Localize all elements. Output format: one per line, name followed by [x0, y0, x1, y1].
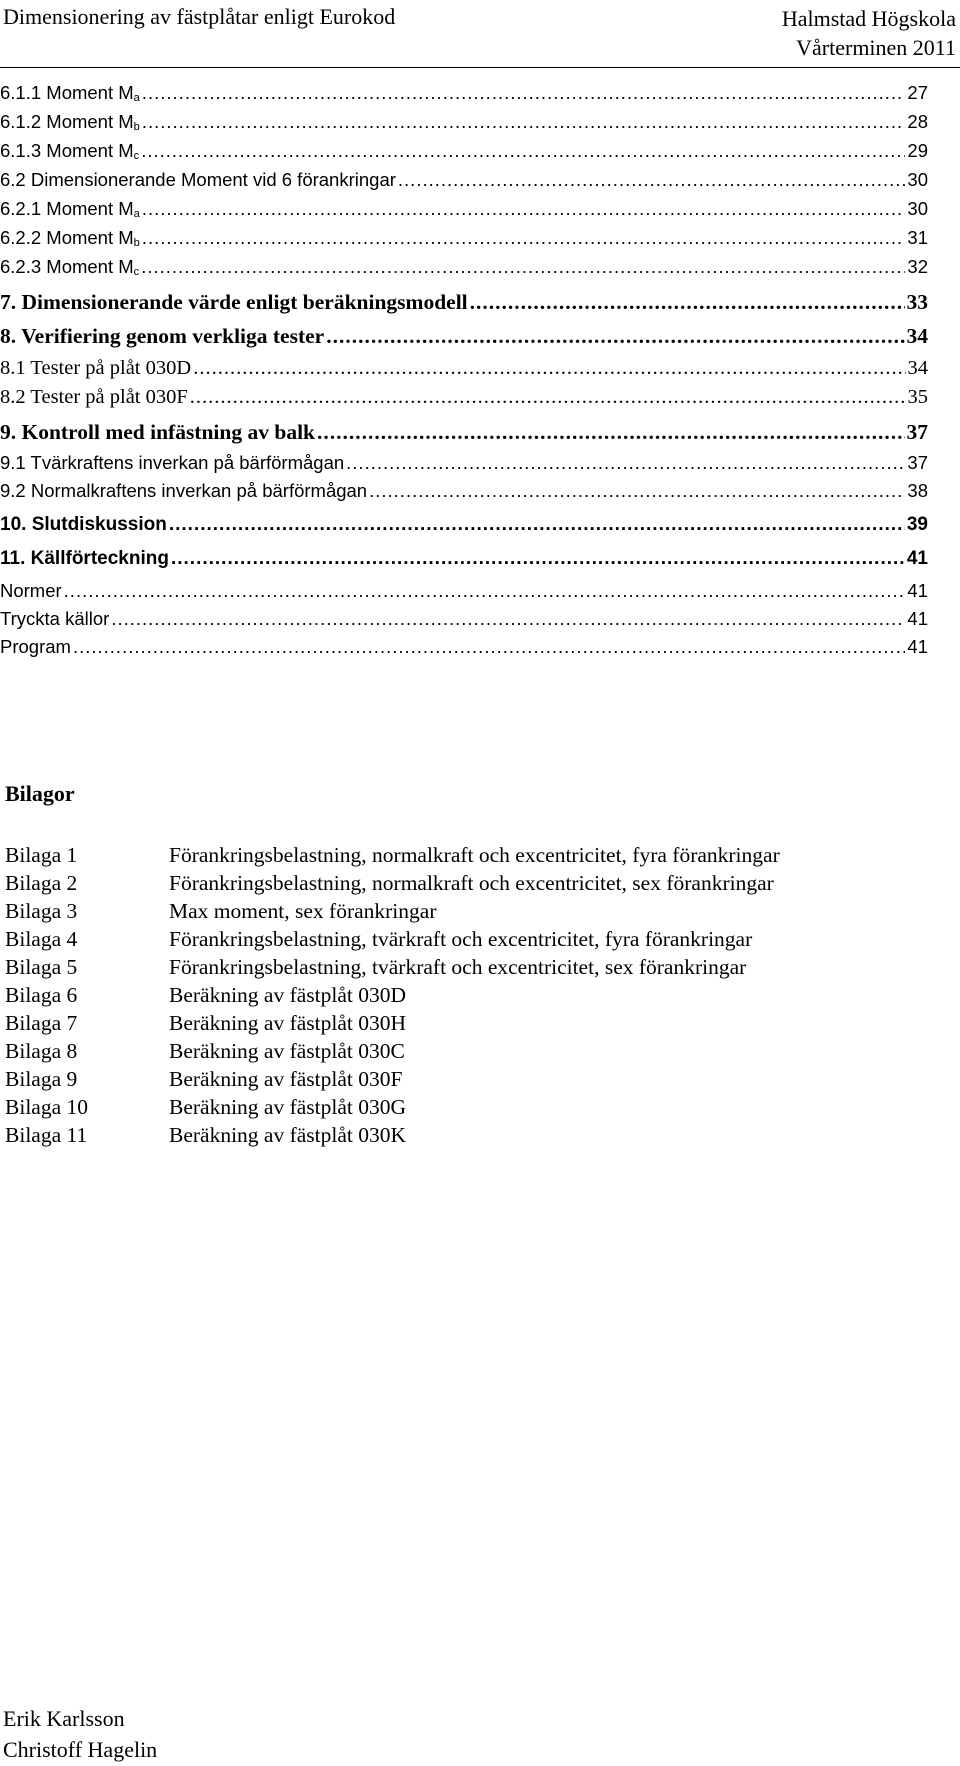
toc-entry-page: 34 [906, 324, 928, 348]
toc-entry-page: 33 [906, 290, 928, 314]
appendix-item-description: Förankringsbelastning, normalkraft och excentricitet, fyra förankringar [169, 843, 780, 867]
toc-dot-leader [111, 608, 905, 630]
toc-dot-leader [398, 169, 906, 191]
toc-entry[interactable] [0, 198, 928, 220]
appendix-item-description: Max moment, sex förankringar [169, 899, 437, 923]
toc-entry-page: 32 [907, 256, 928, 277]
footer-authors [3, 1703, 157, 1765]
toc-entry-label [0, 357, 191, 380]
toc-entry-label [0, 198, 140, 220]
toc-dot-leader [190, 386, 906, 409]
toc-entry-text: 9.2 Normalkraftens inverkan på bärförmågan [0, 480, 368, 501]
toc-dot-leader [346, 452, 905, 474]
toc-entry-label [0, 636, 71, 658]
toc-dot-leader [470, 290, 905, 315]
toc-entry-page: 41 [906, 548, 928, 569]
toc-entry[interactable] [0, 580, 928, 602]
toc-dot-leader [193, 357, 905, 380]
toc-entry-subscript: a [133, 208, 140, 220]
appendix-title: Bilagor [5, 781, 75, 806]
toc-entry[interactable] [0, 386, 928, 409]
toc-entry-page: 37 [907, 452, 928, 473]
toc-entry-page: 41 [907, 580, 928, 601]
toc-entry[interactable] [0, 111, 928, 133]
toc-entry-label [0, 480, 367, 502]
toc-entry[interactable] [0, 140, 928, 162]
toc-dot-leader [142, 111, 906, 133]
toc-entry[interactable] [0, 227, 928, 249]
appendix-item-name: Bilaga 3 [5, 899, 78, 923]
appendix-item-description: Förankringsbelastning, normalkraft och excentricitet, sex förankringar [169, 871, 774, 895]
footer-author: Christoff Hagelin [3, 1737, 158, 1762]
toc-entry-page: 34 [907, 357, 928, 379]
appendix-item-description: Förankringsbelastning, tvärkraft och excentricitet, fyra förankringar [169, 927, 753, 951]
header-rule [0, 67, 960, 68]
toc-entry-label [0, 324, 324, 349]
toc-entry[interactable] [0, 636, 928, 658]
toc-entry-text: 6.2.2 Moment M [0, 227, 134, 248]
toc-entry-text: Program [0, 636, 71, 657]
appendix-item-name: Bilaga 8 [5, 1039, 78, 1063]
toc-entry-page: 35 [907, 386, 928, 408]
toc-entry-label [0, 227, 140, 249]
appendix-item-description: Beräkning av fästplåt 030K [169, 1123, 407, 1147]
toc-dot-leader [64, 580, 906, 602]
appendix-item-description: Beräkning av fästplåt 030H [169, 1011, 407, 1035]
toc-entry-page: 30 [907, 169, 928, 190]
appendix-item-name: Bilaga 10 [5, 1095, 88, 1119]
toc-entry-label [0, 169, 396, 191]
toc-entry-subscript: b [133, 237, 140, 249]
toc-dot-leader [142, 82, 906, 104]
toc-entry[interactable] [0, 514, 928, 536]
toc-entry-text: 11. Källförteckning [0, 548, 169, 569]
toc-entry-label [0, 111, 140, 133]
toc-entry-text: 8. Verifiering genom verkliga tester [0, 324, 325, 348]
toc-entry-text: 9.1 Tvärkraftens inverkan på bärförmågan [0, 452, 345, 473]
toc-dot-leader [142, 227, 906, 249]
toc-entry-page: 38 [907, 480, 928, 501]
toc-entry-page: 28 [907, 111, 928, 132]
toc-entry-text: 7. Dimensionerande värde enligt beräkningsmodell [0, 290, 468, 314]
toc-entry-label [0, 420, 315, 445]
toc-entry-text: 6.2 Dimensionerande Moment vid 6 förankringar [0, 169, 396, 190]
toc-entry[interactable] [0, 608, 928, 630]
toc-entry-label [0, 256, 139, 278]
toc-entry-text: 6.1.3 Moment M [0, 140, 134, 161]
toc-entry[interactable] [0, 548, 928, 570]
toc-dot-leader [369, 480, 905, 502]
toc-entry-text: 9. Kontroll med infästning av balk [0, 420, 315, 444]
toc-entry-label [0, 82, 140, 104]
appendix-item-name: Bilaga 1 [5, 843, 78, 867]
toc-entry-label [0, 140, 139, 162]
toc-entry-subscript: b [133, 121, 140, 133]
appendix-item-name: Bilaga 4 [5, 927, 78, 951]
toc-entry-page: 30 [907, 198, 928, 219]
toc-dot-leader [169, 514, 905, 536]
appendix-item-name: Bilaga 6 [5, 983, 78, 1007]
appendix-item-description: Beräkning av fästplåt 030C [169, 1039, 405, 1063]
toc-dot-leader [317, 420, 905, 445]
toc-entry-page: 31 [907, 227, 928, 248]
appendix-item-description: Förankringsbelastning, tvärkraft och excentricitet, sex förankringar [169, 955, 747, 979]
toc-entry-page: 41 [907, 636, 928, 657]
toc-dot-leader [142, 198, 906, 220]
appendix-item-name: Bilaga 2 [5, 871, 78, 895]
toc-entry-label [0, 290, 468, 315]
toc-entry[interactable] [0, 169, 928, 191]
toc-entry-text: 6.1.1 Moment M [0, 82, 134, 103]
appendix-item-name: Bilaga 9 [5, 1067, 78, 1091]
header-term: Vårterminen 2011 [796, 35, 956, 60]
appendix-item-description: Beräkning av fästplåt 030F [169, 1067, 403, 1091]
toc-entry-label [0, 608, 109, 630]
toc-entry-page: 37 [906, 420, 928, 444]
toc-entry-page: 27 [907, 82, 928, 103]
toc-entry[interactable] [0, 82, 928, 104]
appendix-item-name: Bilaga 7 [5, 1011, 78, 1035]
toc-entry[interactable] [0, 324, 928, 349]
toc-dot-leader [141, 140, 905, 162]
header-right [782, 4, 956, 62]
toc-entry-text: Tryckta källor [0, 608, 110, 629]
toc-entry-text: Normer [0, 580, 62, 601]
toc-entry-page: 41 [907, 608, 928, 629]
toc-entry-label [0, 580, 62, 602]
toc-dot-leader [326, 324, 904, 349]
toc-entry-page: 39 [906, 514, 928, 535]
toc-entry-label [0, 548, 169, 570]
toc-entry-text: 6.1.2 Moment M [0, 111, 134, 132]
toc-entry[interactable] [0, 420, 928, 445]
toc-entry-text: 6.2.1 Moment M [0, 198, 134, 219]
toc-entry-label [0, 514, 167, 536]
toc-entry-text: 8.1 Tester på plåt 030D [0, 357, 192, 379]
header-institution: Halmstad Högskola [781, 6, 956, 31]
toc-dot-leader [141, 256, 905, 278]
toc-entry[interactable] [0, 290, 928, 315]
toc-entry-text: 8.2 Tester på plåt 030F [0, 386, 188, 408]
toc-entry-text: 6.2.3 Moment M [0, 256, 134, 277]
toc-entry[interactable] [0, 357, 928, 380]
footer-author: Erik Karlsson [3, 1706, 125, 1731]
header-doc-title: Dimensionering av fästplåtar enligt Eurokod [3, 4, 396, 29]
appendix-item-description: Beräkning av fästplåt 030D [169, 983, 407, 1007]
toc-entry[interactable] [0, 452, 928, 474]
toc-entry-subscript: c [133, 266, 140, 278]
toc-entry[interactable] [0, 480, 928, 502]
toc-entry-page: 29 [907, 140, 928, 161]
appendix-item-description: Beräkning av fästplåt 030G [169, 1095, 407, 1119]
toc-entry-subscript: c [133, 150, 140, 162]
toc-entry-subscript: a [133, 92, 140, 104]
toc-entry-text: 10. Slutdiskussion [0, 514, 167, 535]
appendix-item-name: Bilaga 5 [5, 955, 78, 979]
toc-entry-label [0, 386, 188, 409]
appendix-item-name: Bilaga 11 [5, 1123, 88, 1147]
toc-dot-leader [73, 636, 905, 658]
toc-entry-label [0, 452, 344, 474]
toc-dot-leader [171, 548, 905, 570]
toc-entry[interactable] [0, 256, 928, 278]
